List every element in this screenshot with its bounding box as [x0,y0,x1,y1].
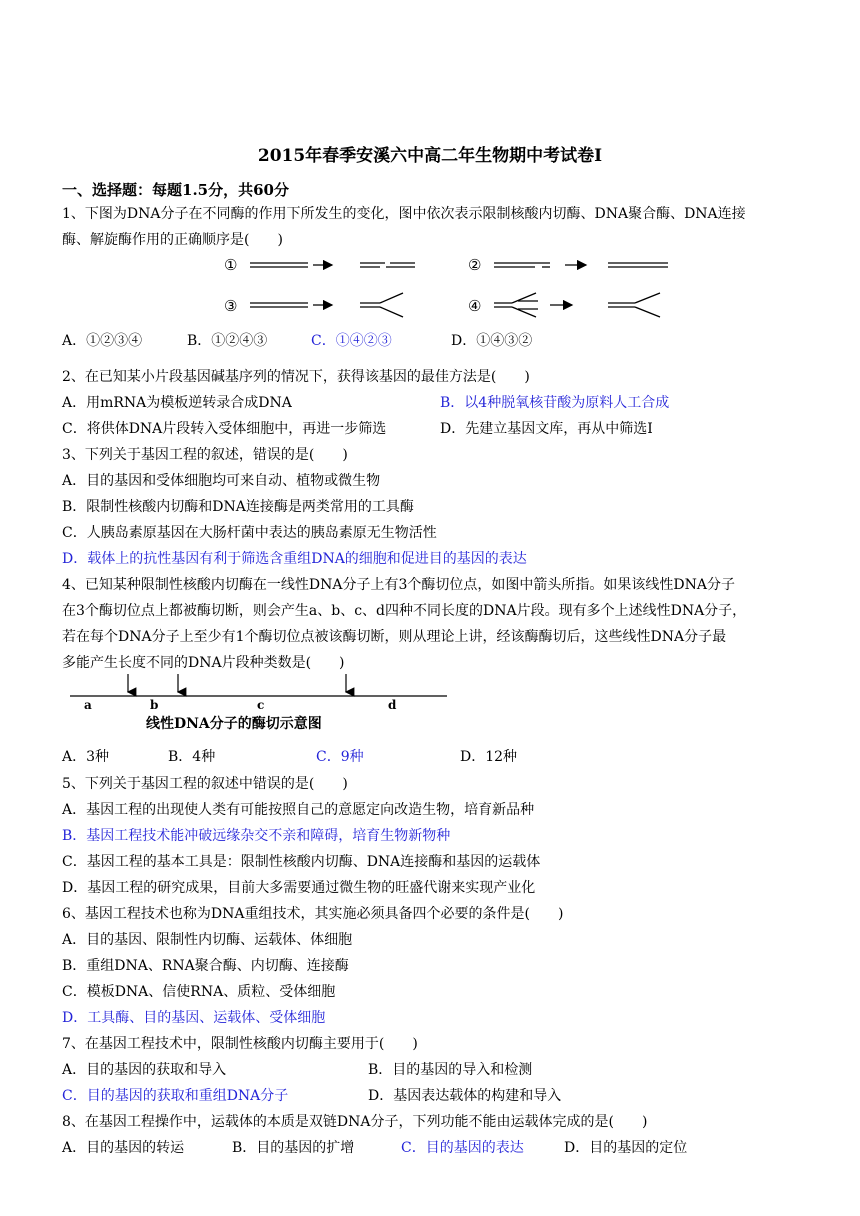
q4-segment-d: d [388,698,397,712]
q6-option-c[interactable]: C．模板DNA、信使RNA、质粒、受体细胞 [62,984,336,1000]
q2-option-b[interactable]: B．以4种脱氧核苷酸为原料人工合成 [440,395,670,411]
q4-stem-line4: 多能产生长度不同的DNA片段种类数是( ) [62,655,345,671]
q1-fig-1-before [250,263,308,267]
q1-fig-3-after [360,293,403,317]
q4-stem-line1: 4、已知某种限制性核酸内切酶在一线性DNA分子上有3个酶切位点，如图中箭头所指。如果该线性DNA分子 [62,577,735,593]
q3-stem: 3、下列关于基因工程的叙述，错误的是( ) [62,447,348,463]
q6-option-a[interactable]: A．目的基因、限制性内切酶、运载体、体细胞 [62,932,353,948]
q7-option-b[interactable]: B．目的基因的导入和检测 [368,1062,533,1078]
q1-fig-4-before [494,293,538,317]
q5-option-c[interactable]: C．基因工程的基本工具是：限制性核酸内切酶、DNA连接酶和基因的运载体 [62,854,541,870]
q8-option-d[interactable]: D．目的基因的定位 [564,1140,688,1156]
q4-option-c[interactable]: C．9种 [316,749,364,765]
q1-option-b[interactable]: B．①②④③ [187,333,268,349]
q1-option-d[interactable]: D．①④③② [451,333,533,349]
q3-option-a[interactable]: A．目的基因和受体细胞均可来自动、植物或微生物 [62,473,381,489]
q4-stem-line2: 在3个酶切位点上都被酶切断，则会产生a、b、c、d四种不同长度的DNA片段。现有多个上述线性DNA分子， [62,603,747,619]
q5-option-d[interactable]: D．基因工程的研究成果，目前大多需要通过微生物的旺盛代谢来实现产业化 [62,880,536,896]
q1-stem-line2: 酶、解旋酶作用的正确顺序是( ) [62,232,283,248]
q2-option-a[interactable]: A．用mRNA为模板逆转录合成DNA [62,395,292,411]
q1-fig-label-2: ② [468,256,482,274]
q4-stem-line3: 若在每个DNA分子上至少有1个酶切位点被该酶切断，则从理论上讲，经该酶酶切后，这些线性DNA分子最 [62,629,727,645]
q7-option-c[interactable]: C．目的基因的获取和重组DNA分子 [62,1088,289,1104]
q1-option-a[interactable]: A．①②③④ [62,333,143,349]
q8-option-c[interactable]: C．目的基因的表达 [401,1140,524,1156]
q7-option-a[interactable]: A．目的基因的获取和导入 [62,1062,227,1078]
q1-fig-2-before [494,263,550,267]
q1-fig-2-after [608,263,668,267]
q1-fig-1-after [360,263,415,267]
q5-option-a[interactable]: A．基因工程的出现使人类有可能按照自己的意愿定向改造生物，培育新品种 [62,802,535,818]
q4-segment-b: b [150,698,159,712]
q1-fig-label-1: ① [224,256,238,274]
q1-option-c[interactable]: C．①④②③ [311,333,392,349]
q4-cut-figure [62,672,452,734]
q3-option-b[interactable]: B．限制性核酸内切酶和DNA连接酶是两类常用的工具酶 [62,499,414,515]
q1-dna-figure [220,253,680,323]
q4-option-d[interactable]: D．12种 [460,749,518,765]
q8-option-b[interactable]: B．目的基因的扩增 [232,1140,355,1156]
q6-option-d[interactable]: D．工具酶、目的基因、运载体、受体细胞 [62,1010,326,1026]
q2-stem: 2、在已知某小片段基因碱基序列的情况下，获得该基因的最佳方法是( ) [62,369,530,385]
q6-stem: 6、基因工程技术也称为DNA重组技术，其实施必须具备四个必要的条件是( ) [62,906,564,922]
q1-fig-label-3: ③ [224,297,238,315]
q1-stem-line1: 1、下图为DNA分子在不同酶的作用下所发生的变化，图中依次表示限制核酸内切酶、DNA聚合酶、DNA连接 [62,206,746,222]
q4-segment-c: c [257,698,265,712]
q8-option-a[interactable]: A．目的基因的转运 [62,1140,185,1156]
q7-stem: 7、在基因工程技术中，限制性核酸内切酶主要用于( ) [62,1036,418,1052]
q1-fig-4-after [608,293,660,317]
q2-option-d[interactable]: D．先建立基因文库，再从中筛选Ⅰ [440,421,653,437]
q5-option-b[interactable]: B．基因工程技术能冲破远缘杂交不亲和障碍，培育生物新物种 [62,828,451,844]
q8-stem: 8、在基因工程操作中，运载体的本质是双链DNA分子，下列功能不能由运载体完成的是( ) [62,1114,648,1130]
q4-segment-a: a [84,698,92,712]
q2-option-c[interactable]: C．将供体DNA片段转入受体细胞中，再进一步筛选 [62,421,387,437]
q4-option-b[interactable]: B．4种 [168,749,216,765]
q4-option-a[interactable]: A．3种 [62,749,110,765]
q1-fig-label-4: ④ [468,297,482,315]
q7-option-d[interactable]: D．基因表达载体的构建和导入 [368,1088,562,1104]
q5-stem: 5、下列关于基因工程的叙述中错误的是( ) [62,776,348,792]
section-heading: 一、选择题：每题1.5分，共60分 [62,181,289,199]
q3-option-d[interactable]: D．载体上的抗性基因有利于筛选含重组DNA的细胞和促进目的基因的表达 [62,551,527,567]
exam-title: 2015年春季安溪六中高二年生物期中考试卷Ⅰ [257,146,603,166]
q1-fig-3-before [250,303,308,307]
q4-figure-caption: 线性DNA分子的酶切示意图 [146,716,322,732]
q6-option-b[interactable]: B．重组DNA、RNA聚合酶、内切酶、连接酶 [62,958,349,974]
q3-option-c[interactable]: C．人胰岛素原基因在大肠杆菌中表达的胰岛素原无生物活性 [62,525,437,541]
